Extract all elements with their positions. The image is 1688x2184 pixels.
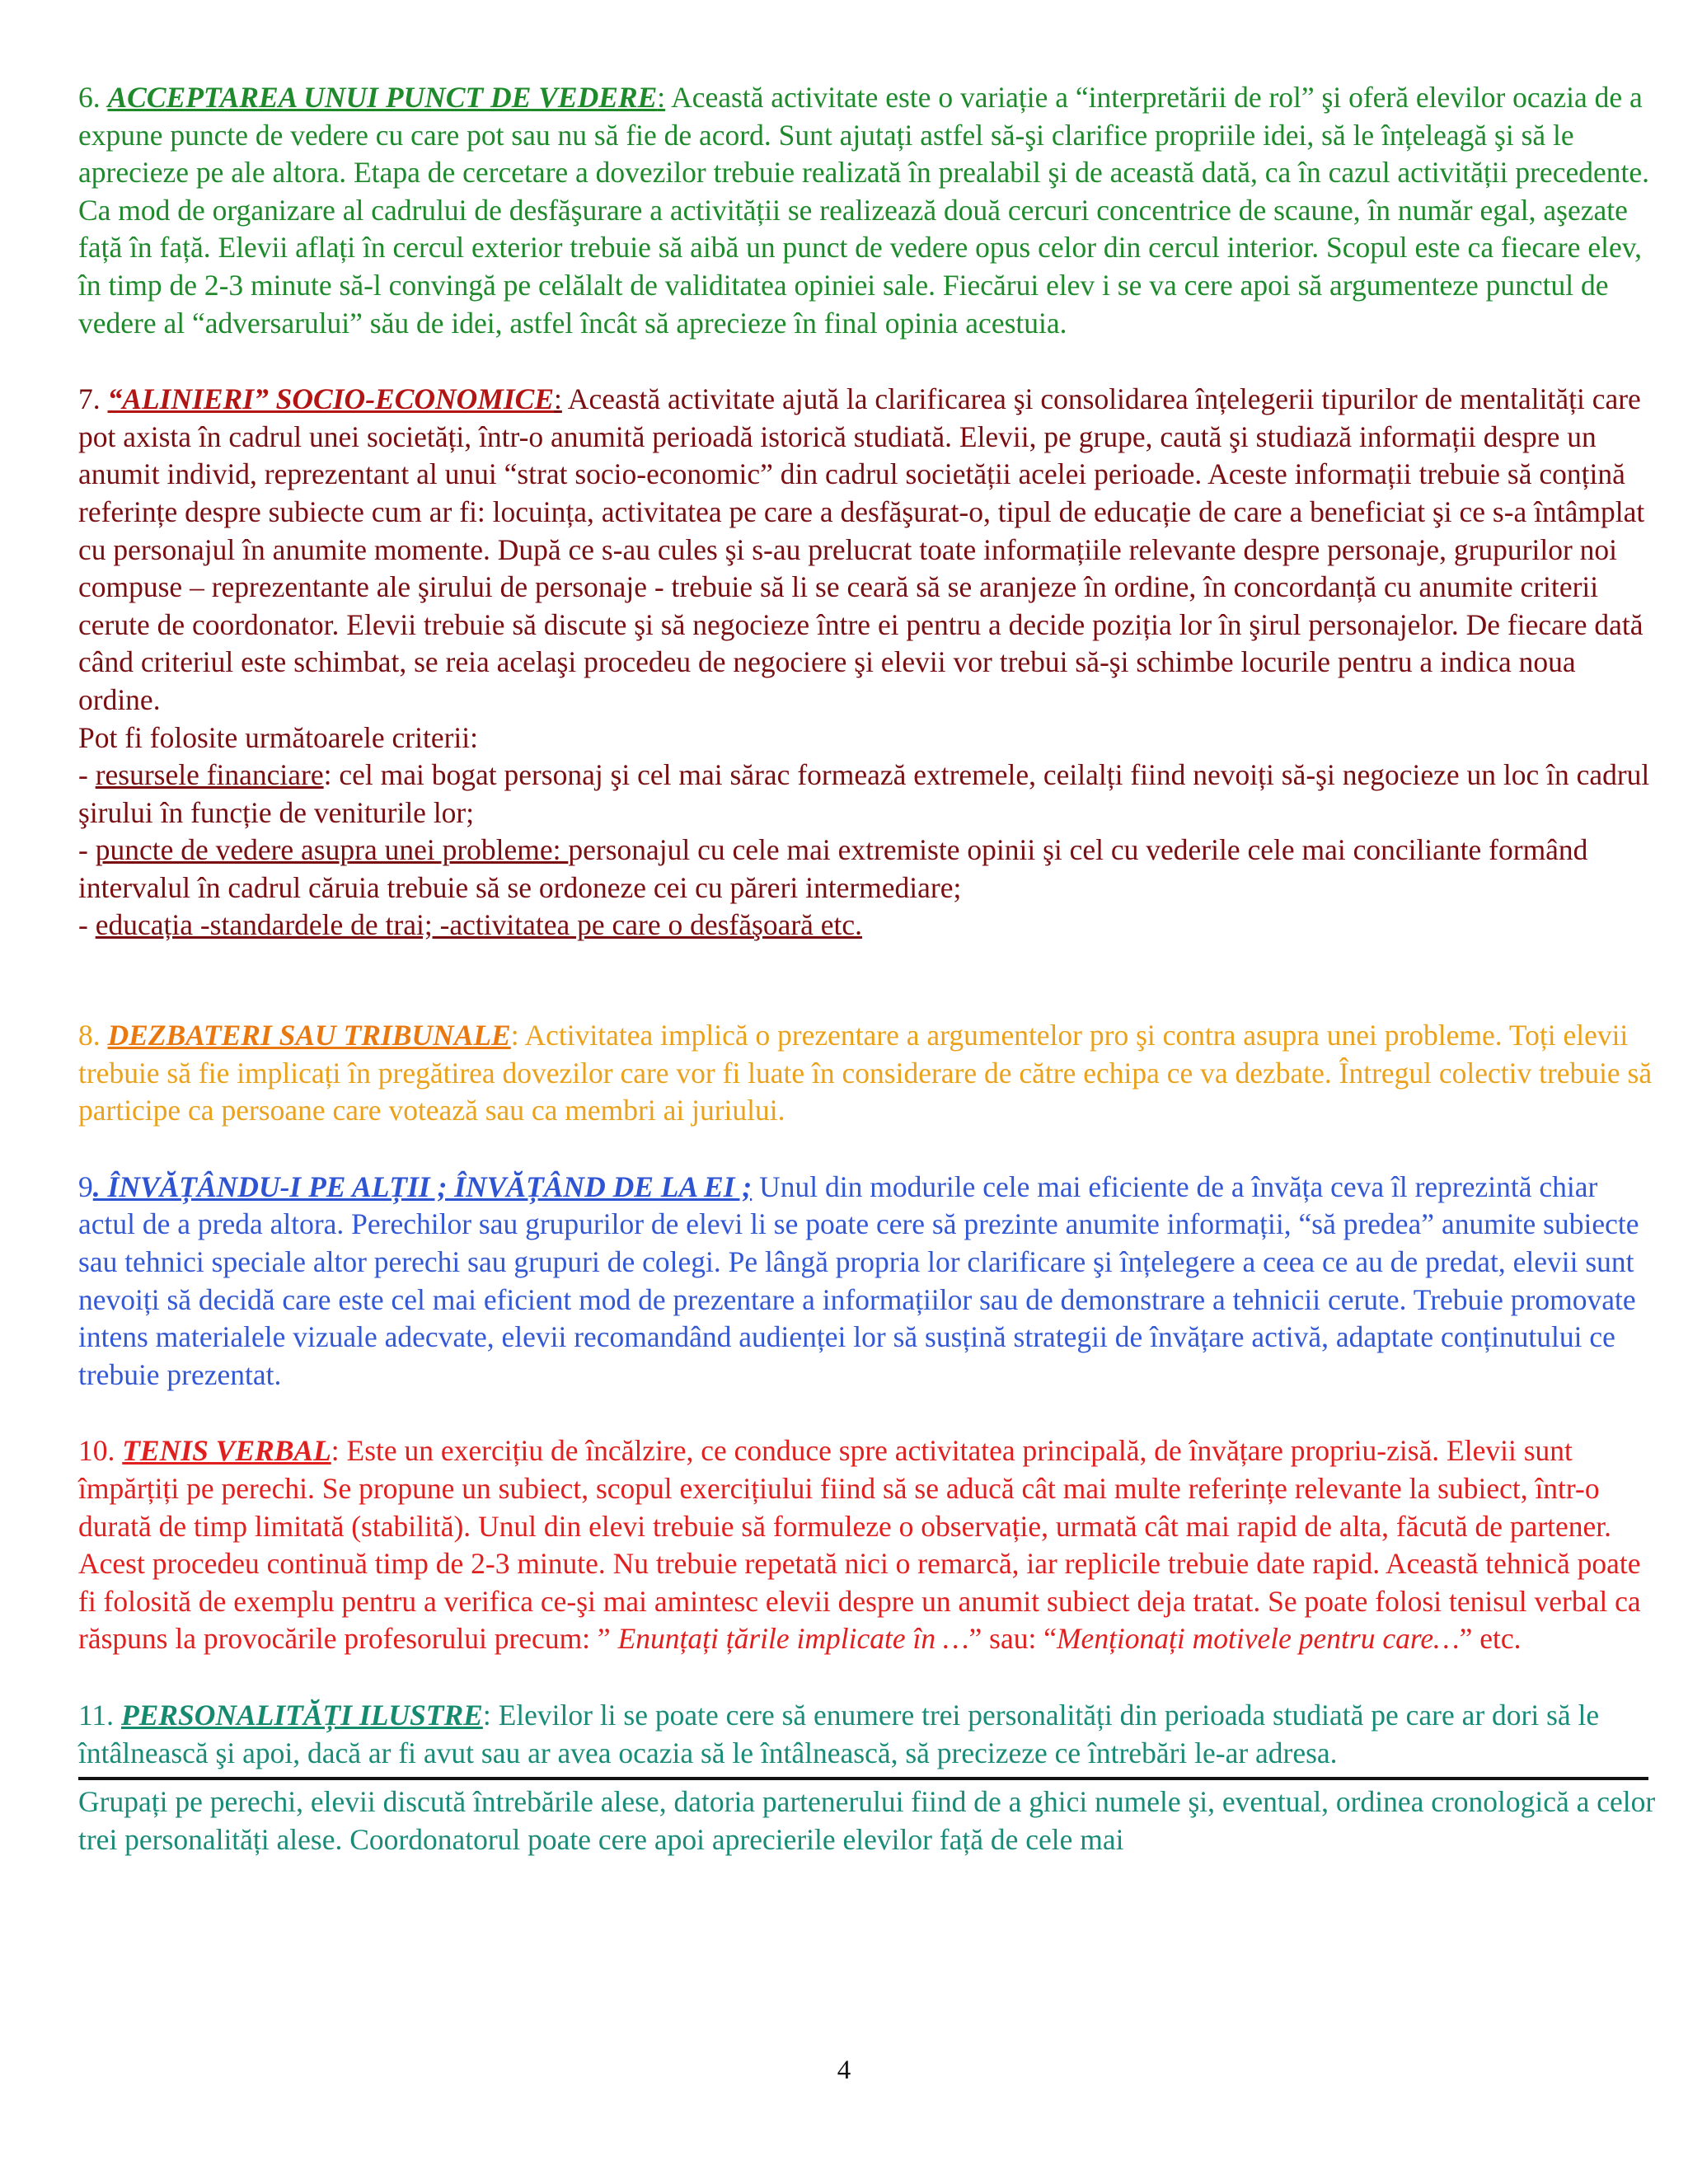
section-11-colon: : (482, 1698, 491, 1732)
criterion-3-text: educația -standardele de trai; -activitatea pe care o desfăşoară etc. (95, 908, 863, 942)
criterion-1 (78, 757, 1657, 832)
section-9-number: 9 (78, 1169, 93, 1203)
section-8-colon: : (510, 1019, 519, 1052)
criterion-1-dash: - (78, 758, 96, 792)
section-11-continuation: Grupați pe perechi, elevii discută întrebările alese, datoria partenerului fiind de a ghici numele şi, eventual, ordinea cronologică a celor trei personalități alese. Coordonatorul poate cere apoi aprecierile elevilor față de cele mai (78, 1785, 1656, 1856)
criterion-1-text: : cel mai bogat personaj şi cel mai sărac formează extremele, ceilalți fiind nevoiți să-şi negocieze un loc în cadrul şirului în funcție de veniturile lor; (78, 758, 1650, 829)
section-10-mid: ” sau: “ (968, 1622, 1057, 1656)
criterion-2-dash: - (78, 833, 96, 867)
section-8-body: Activitatea implică o prezentare a argumentelor pro şi contra asupra unei probleme. Toți elevii trebuie să fie implicați în pregătirea dovezilor care vor fi luate în considerare de către echipa ce va dezbate. Întregul colectiv trebuie să participe ca persoane care votează sau ca membri ai juriului. (78, 1019, 1653, 1127)
document-page (78, 79, 1657, 1858)
section-8-number: 8. (78, 1019, 108, 1052)
horizontal-rule (78, 1777, 1648, 1780)
criterion-2 (78, 832, 1657, 907)
section-8-paragraph (78, 1017, 1657, 1130)
section-10-quote-1: Enunțați țările implicate în … (617, 1622, 969, 1656)
section-7-paragraph (78, 381, 1657, 719)
section-8-title: DEZBATERI SAU TRIBUNALE (107, 1019, 511, 1052)
section-11-body: Elevilor li se poate cere să enumere trei personalități din perioada studiată pe care ar dori să le întâlnească şi apoi, dacă ar fi avut sau ar avea ocazia să le întâlnească, să precizeze ce întrebări le-ar adresa. (78, 1698, 1600, 1769)
section-6-number: 6. (78, 81, 108, 114)
page-number: 4 (837, 2055, 851, 2085)
section-9-paragraph (78, 1169, 1657, 1394)
criterion-2-label: puncte de vedere asupra unei probleme: (95, 833, 569, 867)
section-11 (78, 1697, 1657, 1858)
section-10-colon: : (331, 1434, 340, 1468)
section-11-paragraph (78, 1697, 1657, 1772)
section-10-body: Este un exercițiu de încălzire, ce conduce spre activitatea principală, de învățare propriu-zisă. Elevii sunt împărțiți pe perechi. Se propune un subiect, scopul exercițiului fiind să se aducă cât mai multe referințe relevante la subiect, într-o durată de timp limitată (stabilită). Unul din elevi trebuie să formuleze o observație, urmată cât mai rapid de alta, făcută de partener. Acest procedeu continuă timp de 2-3 minute. Nu trebuie repetată nici o remarcă, iar replicile trebuie date rapid. Această tehnică poate fi folosită de exemplu pentru a verifica ce-şi mai amintesc elevii despre un anumit subiect deja tratat. Se poate folosi tenisul verbal ca răspuns la provocările profesorului precum: ” (78, 1434, 1641, 1656)
section-10-title: TENIS VERBAL (122, 1434, 331, 1468)
section-9-body: Unul din modurile cele mai eficiente de a învăța ceva îl reprezintă chiar actul de a preda altora. Perechilor sau grupurilor de elevi li se poate cere să prezinte anumite informații, “să predea” anumite subiecte sau tehnici speciale altor perechi sau grupuri de colegi. Pe lângă propria lor clarificare şi înțelegere a ceea ce au de predat, elevii sunt nevoiți să decidă care este cel mai eficient mod de prezentare a informațiilor sau de demonstrare a tehnicii cerute. Trebuie promovate intens materialele vizuale adecvate, elevii recomandând audienței lor să susțină strategii de învățare activă, adaptate conținutului ce trebuie prezentat. (78, 1169, 1639, 1391)
section-10-number: 10. (78, 1434, 123, 1468)
criterion-3 (78, 907, 1657, 944)
section-7-body: Această activitate ajută la clarificarea şi consolidarea înțelegerii tipurilor de mentalități care pot axista în cadrul unei societăți, într-o anumită perioadă istorică studiată. Elevii, pe grupe, caută şi studiază informații despre un anumit individ, reprezentant al unui “strat socio-economic” din cadrul societății acelei perioade. Aceste informații trebuie să conțină referințe despre subiecte cum ar fi: locuința, activitatea pe care a desfăşurat-o, tipul de educație de care a beneficiat şi ce s-a întâmplat cu personajul în anumite momente. După ce s-au cules şi s-au prelucrat toate informațiile relevante despre personaje, grupurilor noi compuse – reprezentante ale şirului de personaje - trebuie să li se ceară să se aranjeze în ordine, în concordanță cu anumite criterii cerute de coordonator. Elevii trebuie să discute şi să negocieze între ei pentru a decide poziția lor în şirul personajelor. De fiecare dată când criteriul este schimbat, se reia acelaşi procedeu de negociere şi elevii vor trebui să-şi schimbe locurile pentru a indica noua ordine. (78, 382, 1645, 716)
section-10-paragraph (78, 1432, 1657, 1658)
criterion-1-label: resursele financiare (95, 758, 324, 792)
section-7-colon: : (554, 382, 562, 416)
section-7-number: 7. (78, 382, 108, 416)
section-9 (78, 1169, 1657, 1394)
section-6-title: ACCEPTAREA UNUI PUNCT DE VEDERE (107, 81, 658, 114)
section-10-quote-2: Menționați motivele pentru care… (1056, 1622, 1460, 1656)
criterion-2-text: personajul cu cele mai extremiste opinii şi cel cu vederile cele mai conciliante formând intervalul în cadrul căruia trebuie să se ordoneze cei cu păreri intermediare; (78, 833, 1588, 904)
section-6-body: Această activitate este o variație a “interpretării de rol” şi oferă elevilor ocazia de a expune puncte de vedere cu care pot sau nu să fie de acord. Sunt ajutați astfel să-şi clarifice propriile idei, să le înțeleagă şi să le aprecieze pe ale altora. Etapa de cercetare a dovezilor trebuie realizată în prealabil şi de această dată, ca în cazul activității precedente. Ca mod de organizare al cadrului de desfăşurare a activității se realizează două cercuri concentrice de scaune, în număr egal, aşezate față în față. Elevii aflați în cercul exterior trebuie să aibă un punct de vedere opus celor din cercul interior. Scopul este ca fiecare elev, în timp de 2-3 minute să-l convingă pe celălalt de validitatea opiniei sale. Fiecărui elev i se va cere apoi să argumenteze punctul de vedere al “adversarului” său de idei, astfel încât să aprecieze în final opinia acestuia. (78, 81, 1649, 340)
section-6-paragraph (78, 79, 1657, 342)
section-7 (78, 381, 1657, 944)
section-8 (78, 1017, 1657, 1130)
criterion-3-dash: - (78, 908, 96, 942)
section-6 (78, 79, 1657, 342)
section-10 (78, 1432, 1657, 1658)
section-11-title: PERSONALITĂȚI ILUSTRE (120, 1698, 483, 1732)
section-9-title: . ÎNVĂȚÂNDU-I PE ALȚII ; ÎNVĂȚÂND DE LA EI ; (92, 1169, 753, 1203)
section-7-title: “ALINIERI” SOCIO-ECONOMICE (107, 382, 555, 416)
section-11-number: 11. (78, 1698, 121, 1732)
section-10-end: ” etc. (1459, 1622, 1522, 1656)
criteria-intro: Pot fi folosite următoarele criterii: (78, 720, 479, 754)
section-6-colon: : (657, 81, 666, 114)
